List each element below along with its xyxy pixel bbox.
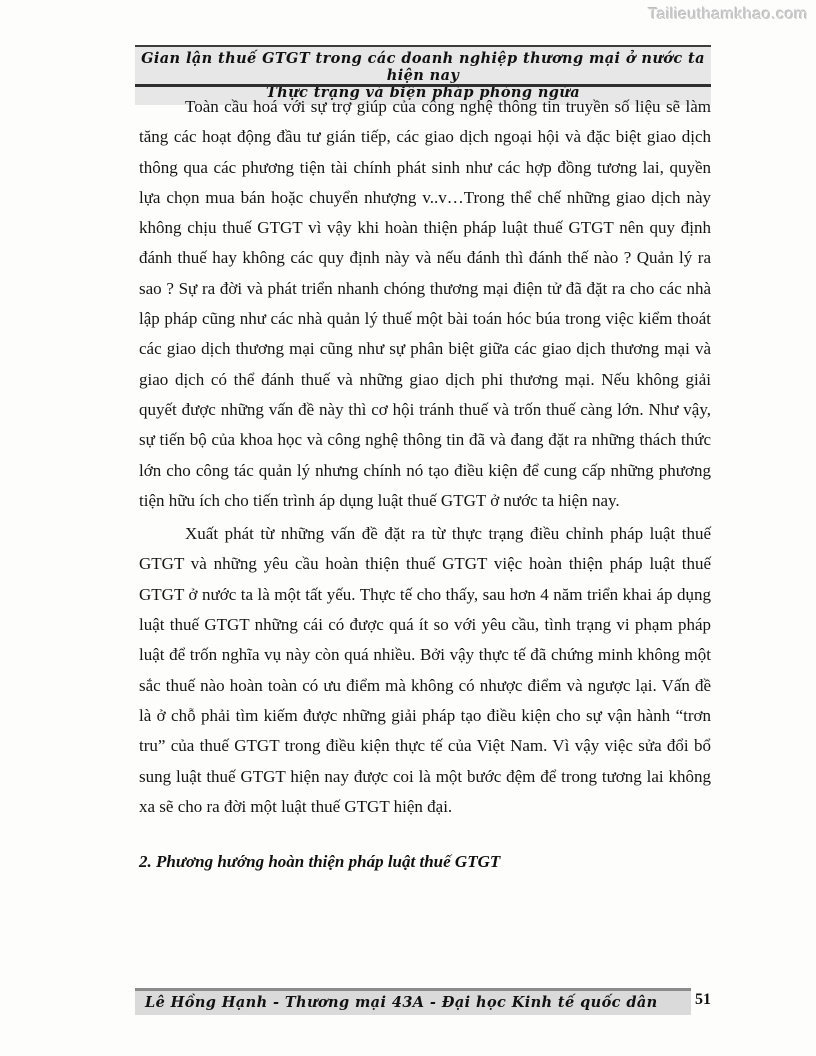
page-number: 51 [695, 991, 711, 1008]
header-title-line1: Gian lận thuế GTGT trong các doanh nghiệp thương mại ở nước ta hiện nay [141, 50, 705, 84]
watermark: Tailieuthamkhao.com [648, 6, 808, 23]
section-heading: 2. Phương hướng hoàn thiện pháp luật thuế GTGT [139, 852, 501, 872]
paragraph-2: Xuất phát từ những vấn đề đặt ra từ thực trạng điều chỉnh pháp luật thuế GTGT và những yêu cầu hoàn thiện thuế GTGT việc hoàn thiện pháp luật thuế GTGT ở nước ta là một tất yếu. Thực tế cho thấy, sau hơn 4 năm triển khai áp dụng luật thuế GTGT những cái có được quá ít so với yêu cầu, tình trạng vi phạm pháp luật để trốn nghĩa vụ này còn quá nhiều. Bởi vậy thực tế đã chứng minh không một sắc thuế nào hoàn toàn có ưu điểm mà không có nhược điểm và ngược lại. Vấn đề là ở chỗ phải tìm kiếm được những giải pháp tạo điều kiện cho sự vận hành “trơn tru” của thuế GTGT trong điều kiện thực tế của Việt Nam. Vì vậy việc sửa đổi bổ sung luật thuế GTGT hiện nay được coi là một bước đệm để trong tương lai không xa sẽ cho ra đời một luật thuế GTGT hiện đại. [139, 524, 711, 816]
header-divider [135, 84, 711, 87]
document-body [139, 92, 711, 872]
page-footer [135, 988, 691, 1015]
paragraph-1: Toàn cầu hoá với sự trợ giúp của công nghệ thông tin truyền số liệu sẽ làm tăng các hoạt động đầu tư gián tiếp, các giao dịch ngoại hội và đặc biệt giao dịch thông qua các phương tiện tài chính phát sinh như các hợp đồng tương lai, quyền lựa chọn mua bán hoặc chuyển nhượng v..v…Trong thể chế những giao dịch này không chịu thuế GTGT vì vậy khi hoàn thiện pháp luật thuế GTGT nên quy định đánh thuế hay không các quy định này và nếu đánh thì đánh thế nào ? Quản lý ra sao ? Sự ra đời và phát triển nhanh chóng thương mại điện tử đã đặt ra cho các nhà lập pháp cũng như các nhà quản lý thuế một bài toán hóc búa trong việc kiểm thoát các giao dịch thương mại cũng như sự phân biệt giữa các giao dịch thương mại và giao dịch có thể đánh thuế và những giao dịch phi thương mại. Nếu không giải quyết được những vấn đề này thì cơ hội tránh thuế và trốn thuế càng lớn. Như vậy, sự tiến bộ của khoa học và công nghệ thông tin đã và đang đặt ra những thách thức lớn cho công tác quản lý nhưng chính nó tạo điều kiện để cung cấp những phương tiện hữu ích cho tiến trình áp dụng luật thuế GTGT ở nước ta hiện nay. [139, 97, 711, 510]
header-title-line2: Thực trạng và biện pháp phòng ngừa [265, 84, 581, 101]
footer-author-line: Lê Hồng Hạnh - Thương mại 43A - Đại học Kinh tế quốc dân [135, 988, 691, 1015]
